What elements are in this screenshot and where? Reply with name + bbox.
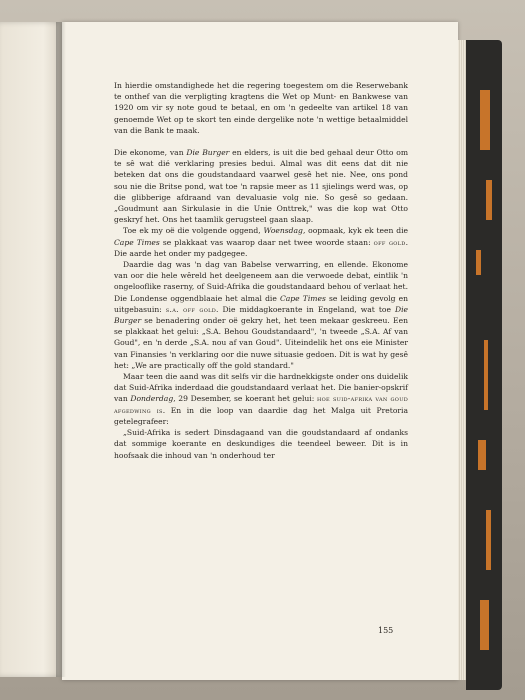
cover-decoration xyxy=(480,600,489,650)
italic-text: Die Burger xyxy=(186,148,230,158)
italic-text: Woensdag xyxy=(263,226,303,236)
cover-decoration xyxy=(476,250,481,275)
italic-text: Cape Times xyxy=(114,237,160,247)
text-run: „Suid-Afrika is sedert Dinsdagaand van die goudstandaard af ondanks dat sommige koerante en deskundiges die teendeel beweer. Dit is in hoofsaak die inhoud van 'n onderhoud ter xyxy=(114,428,408,460)
text-run: , oopmaak, kyk ek teen die xyxy=(302,226,409,236)
text-run: Die ekonome, van xyxy=(114,148,187,158)
paragraph xyxy=(114,427,408,461)
text-run: , 29 Desember, se koerant het gelui: xyxy=(173,394,317,404)
text-run: Maar teen die aand was dit selfs vir die hardnekkigste onder ons duidelik dat Suid-Afrika inderdaad die goudstandaard verlaat het. Die banier-opskrif van xyxy=(114,372,408,404)
page-body-text xyxy=(114,80,408,461)
text-run: se leiding gevolg en uitgebasuin: xyxy=(114,293,408,314)
paragraph xyxy=(114,147,408,225)
book-cover-spine xyxy=(466,40,502,690)
cover-decoration xyxy=(480,90,490,150)
text-run: . Die middagkoerante in Engeland, wat toe xyxy=(216,304,395,314)
cover-decoration xyxy=(486,180,492,220)
text-run: In hierdie omstandighede het die regering toegestem om die Reserwebank te onthef van die verpligting kragtens die Wet op Munt- en Bankwese van 1920 om vir sy note goud te betaal, en om 'n gedeelte van artikel 18 van genoemde Wet op te skort ten einde dergelike note 'n wettige betaalmiddel van die Bank te maak. xyxy=(114,81,408,135)
cover-decoration xyxy=(486,510,491,570)
paragraph xyxy=(114,371,408,427)
small-caps-text: s.a. off gold xyxy=(165,304,217,314)
paragraph xyxy=(114,80,408,136)
small-caps-text: hoe suid-afrika van goud afgedwing is xyxy=(114,394,409,415)
page-number: 155 xyxy=(378,626,394,635)
small-caps-text: off gold xyxy=(373,237,406,247)
italic-text: Cape Times xyxy=(279,293,326,303)
page-stack-edges xyxy=(458,40,466,680)
text-run: . En in die loop van daardie dag het Malga uit Pretoria getelegrafeer: xyxy=(114,405,408,426)
text-run: Daardie dag was 'n dag van Babelse verwarring, en ellende. Ekonome van oor die hele wêreld het deelgeneem aan die verwoede debat, eintlik 'n ongelooflike raserny, of Suid-Afrika die goudstandaard behou of verlaat het. Die Londense oggendblaaie het almal die xyxy=(114,260,408,303)
book-gutter-shadow xyxy=(56,22,66,677)
italic-text: Donderdag xyxy=(130,394,174,404)
text-run: Toe ek my oë die volgende oggend, xyxy=(123,226,264,236)
text-run: en elders, is uit die bed gehaal deur Otto om te sê wat dié verklaring presies bedui. Almal was dit eens dat dit nie beteken dat ons die goudstandaard vaarwel gesê het nie. Nee, ons pond sou nie die Britse pond, wat toe 'n rapsie meer as 11 sjielings werd was, op die glibberige afdraand van devaluasie volg nie. So gesê so gedaan. „Goudmunt aan Sirkulasie in die Unie Onttrek," was die kop wat Otto geskryf het. Ons het taamlik gerugsteel gaan slaap. xyxy=(114,148,409,225)
cover-decoration xyxy=(478,440,486,470)
left-page-edge xyxy=(0,22,62,677)
text-run: . Die aarde het onder my padgegee. xyxy=(114,237,408,258)
paragraph xyxy=(114,225,408,259)
text-run: se benadering onder oë gekry het, het teen mekaar geskreeu. Een se plakkaat het gelui: „S.A. Behou Goudstandaard", 'n tweede „S.A. Af van Goud", en 'n derde „S.A. nou af van Goud". Uiteindelik het ons eie Minister van Finansies 'n verklaring oor die nuwe situasie gedoen. Dit is wat hy gesê het: „We are practically off the gold standard." xyxy=(114,316,408,370)
paragraph xyxy=(114,259,408,371)
cover-decoration xyxy=(484,340,488,410)
text-run: se plakkaat vas waarop daar net twee woorde staan: xyxy=(159,237,374,247)
italic-text: Die Burger xyxy=(114,304,408,326)
